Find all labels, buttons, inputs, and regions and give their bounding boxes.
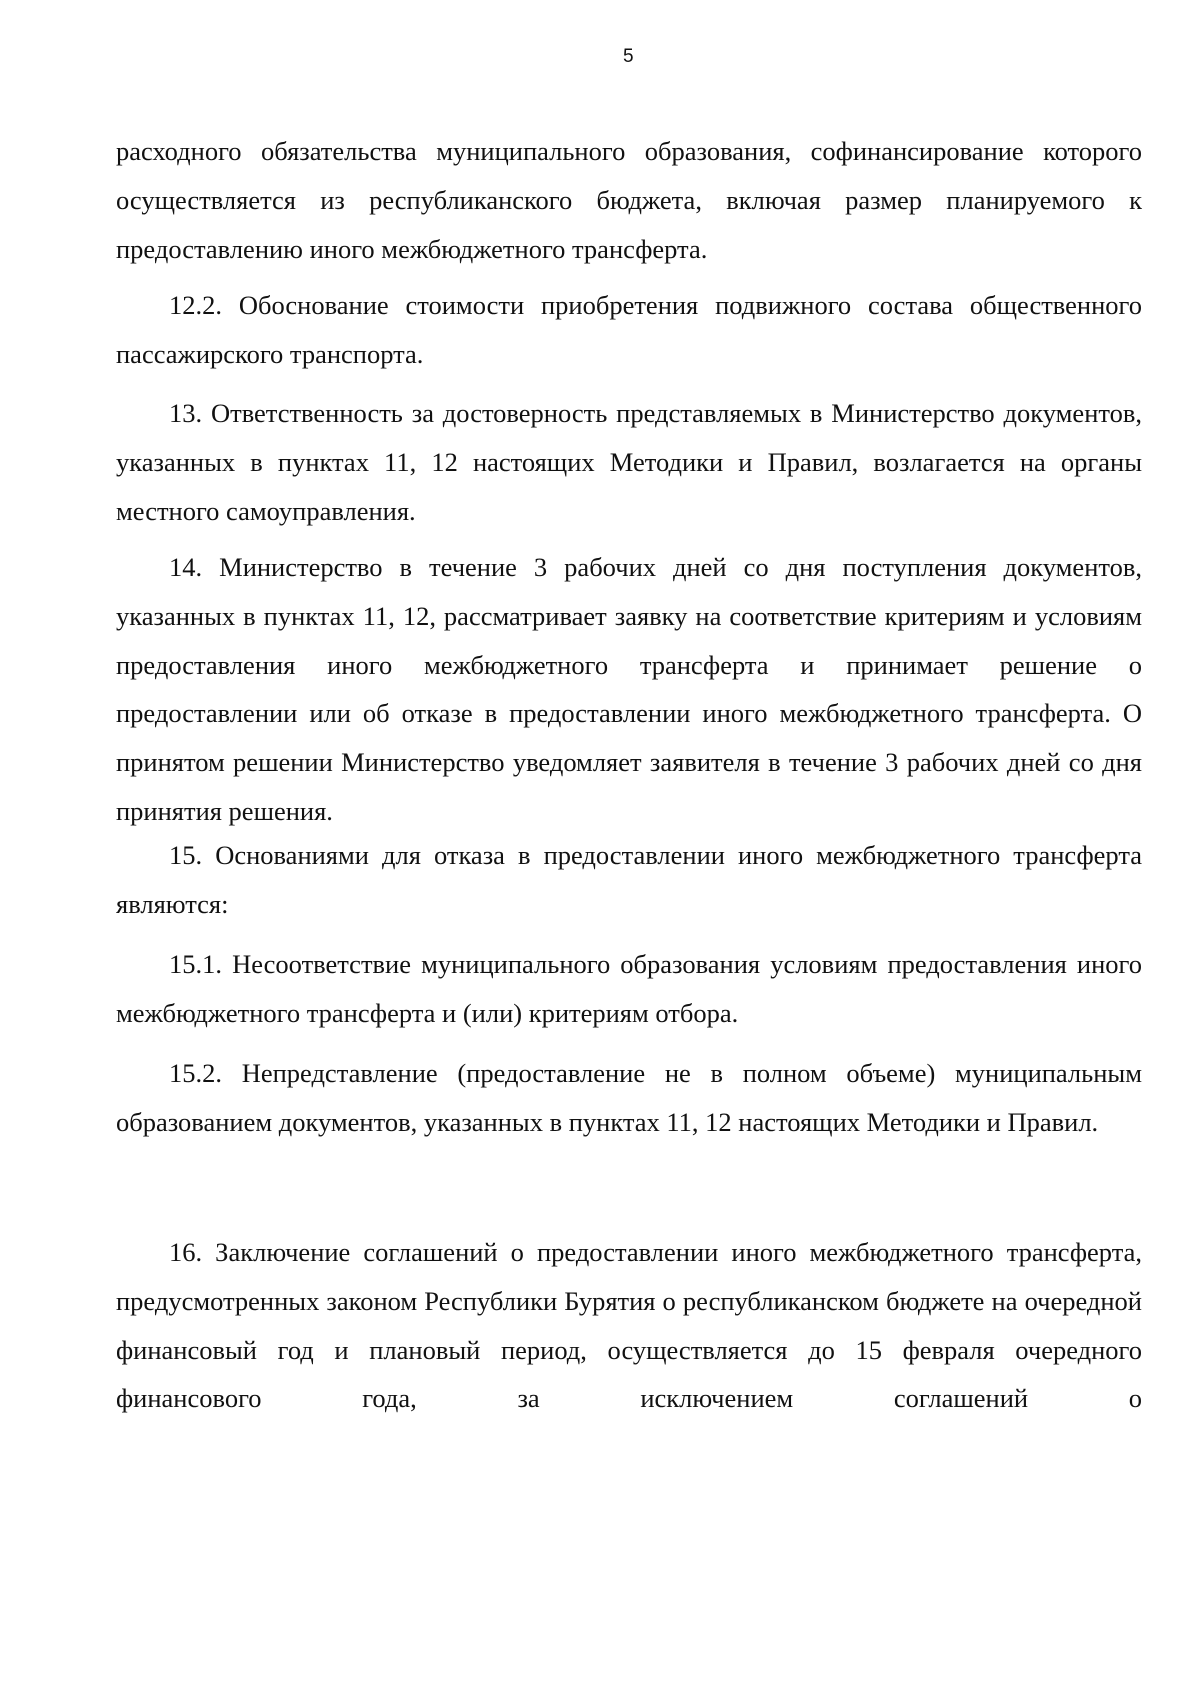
paragraph-continued: расходного обязательства муниципального образования, софинансирование которого осуществляется из республиканского бюджета, включая размер планируемого к предоставлению иного межбюджетного трансферта. <box>116 136 1142 264</box>
paragraph-14: 14. Министерство в течение 3 рабочих дней со дня поступления документов, указанных в пунктах 11, 12, рассматривает заявку на соответствие критериям и условиям предоставления иного межбюджетного трансферта и принимает решение о предоставлении или об отказе в предоставлении иного межбюджетного трансферта. О принятом решении Министерство уведомляет заявителя в течение 3 рабочих дней со дня принятия решения. <box>116 552 1142 826</box>
paragraph-15-1: 15.1. Несоответствие муниципального образования условиям предоставления иного межбюджетного трансферта и (или) критериям отбора. <box>116 949 1142 1028</box>
paragraph-15-2: 15.2. Непредставление (предоставление не в полном объеме) муниципальным образованием документов, указанных в пунктах 11, 12 настоящих Методики и Правил. <box>116 1058 1142 1137</box>
paragraph-15: 15. Основаниями для отказа в предоставлении иного межбюджетного трансферта являются: <box>116 840 1142 919</box>
paragraph-16: 16. Заключение соглашений о предоставлении иного межбюджетного трансферта, предусмотренных законом Республики Бурятия о республиканском бюджете на очередной финансовый год и плановый период, осуществляется до 15 февраля очередного финансового года, за исключением соглашений о <box>116 1237 1142 1414</box>
paragraph-13: 13. Ответственность за достоверность представляемых в Министерство документов, указанных в пунктах 11, 12 настоящих Методики и Правил, возлагается на органы местного самоуправления. <box>116 398 1142 526</box>
page-number: 5 <box>622 46 635 67</box>
paragraph-12-2: 12.2. Обоснование стоимости приобретения подвижного состава общественного пассажирского транспорта. <box>116 290 1142 369</box>
